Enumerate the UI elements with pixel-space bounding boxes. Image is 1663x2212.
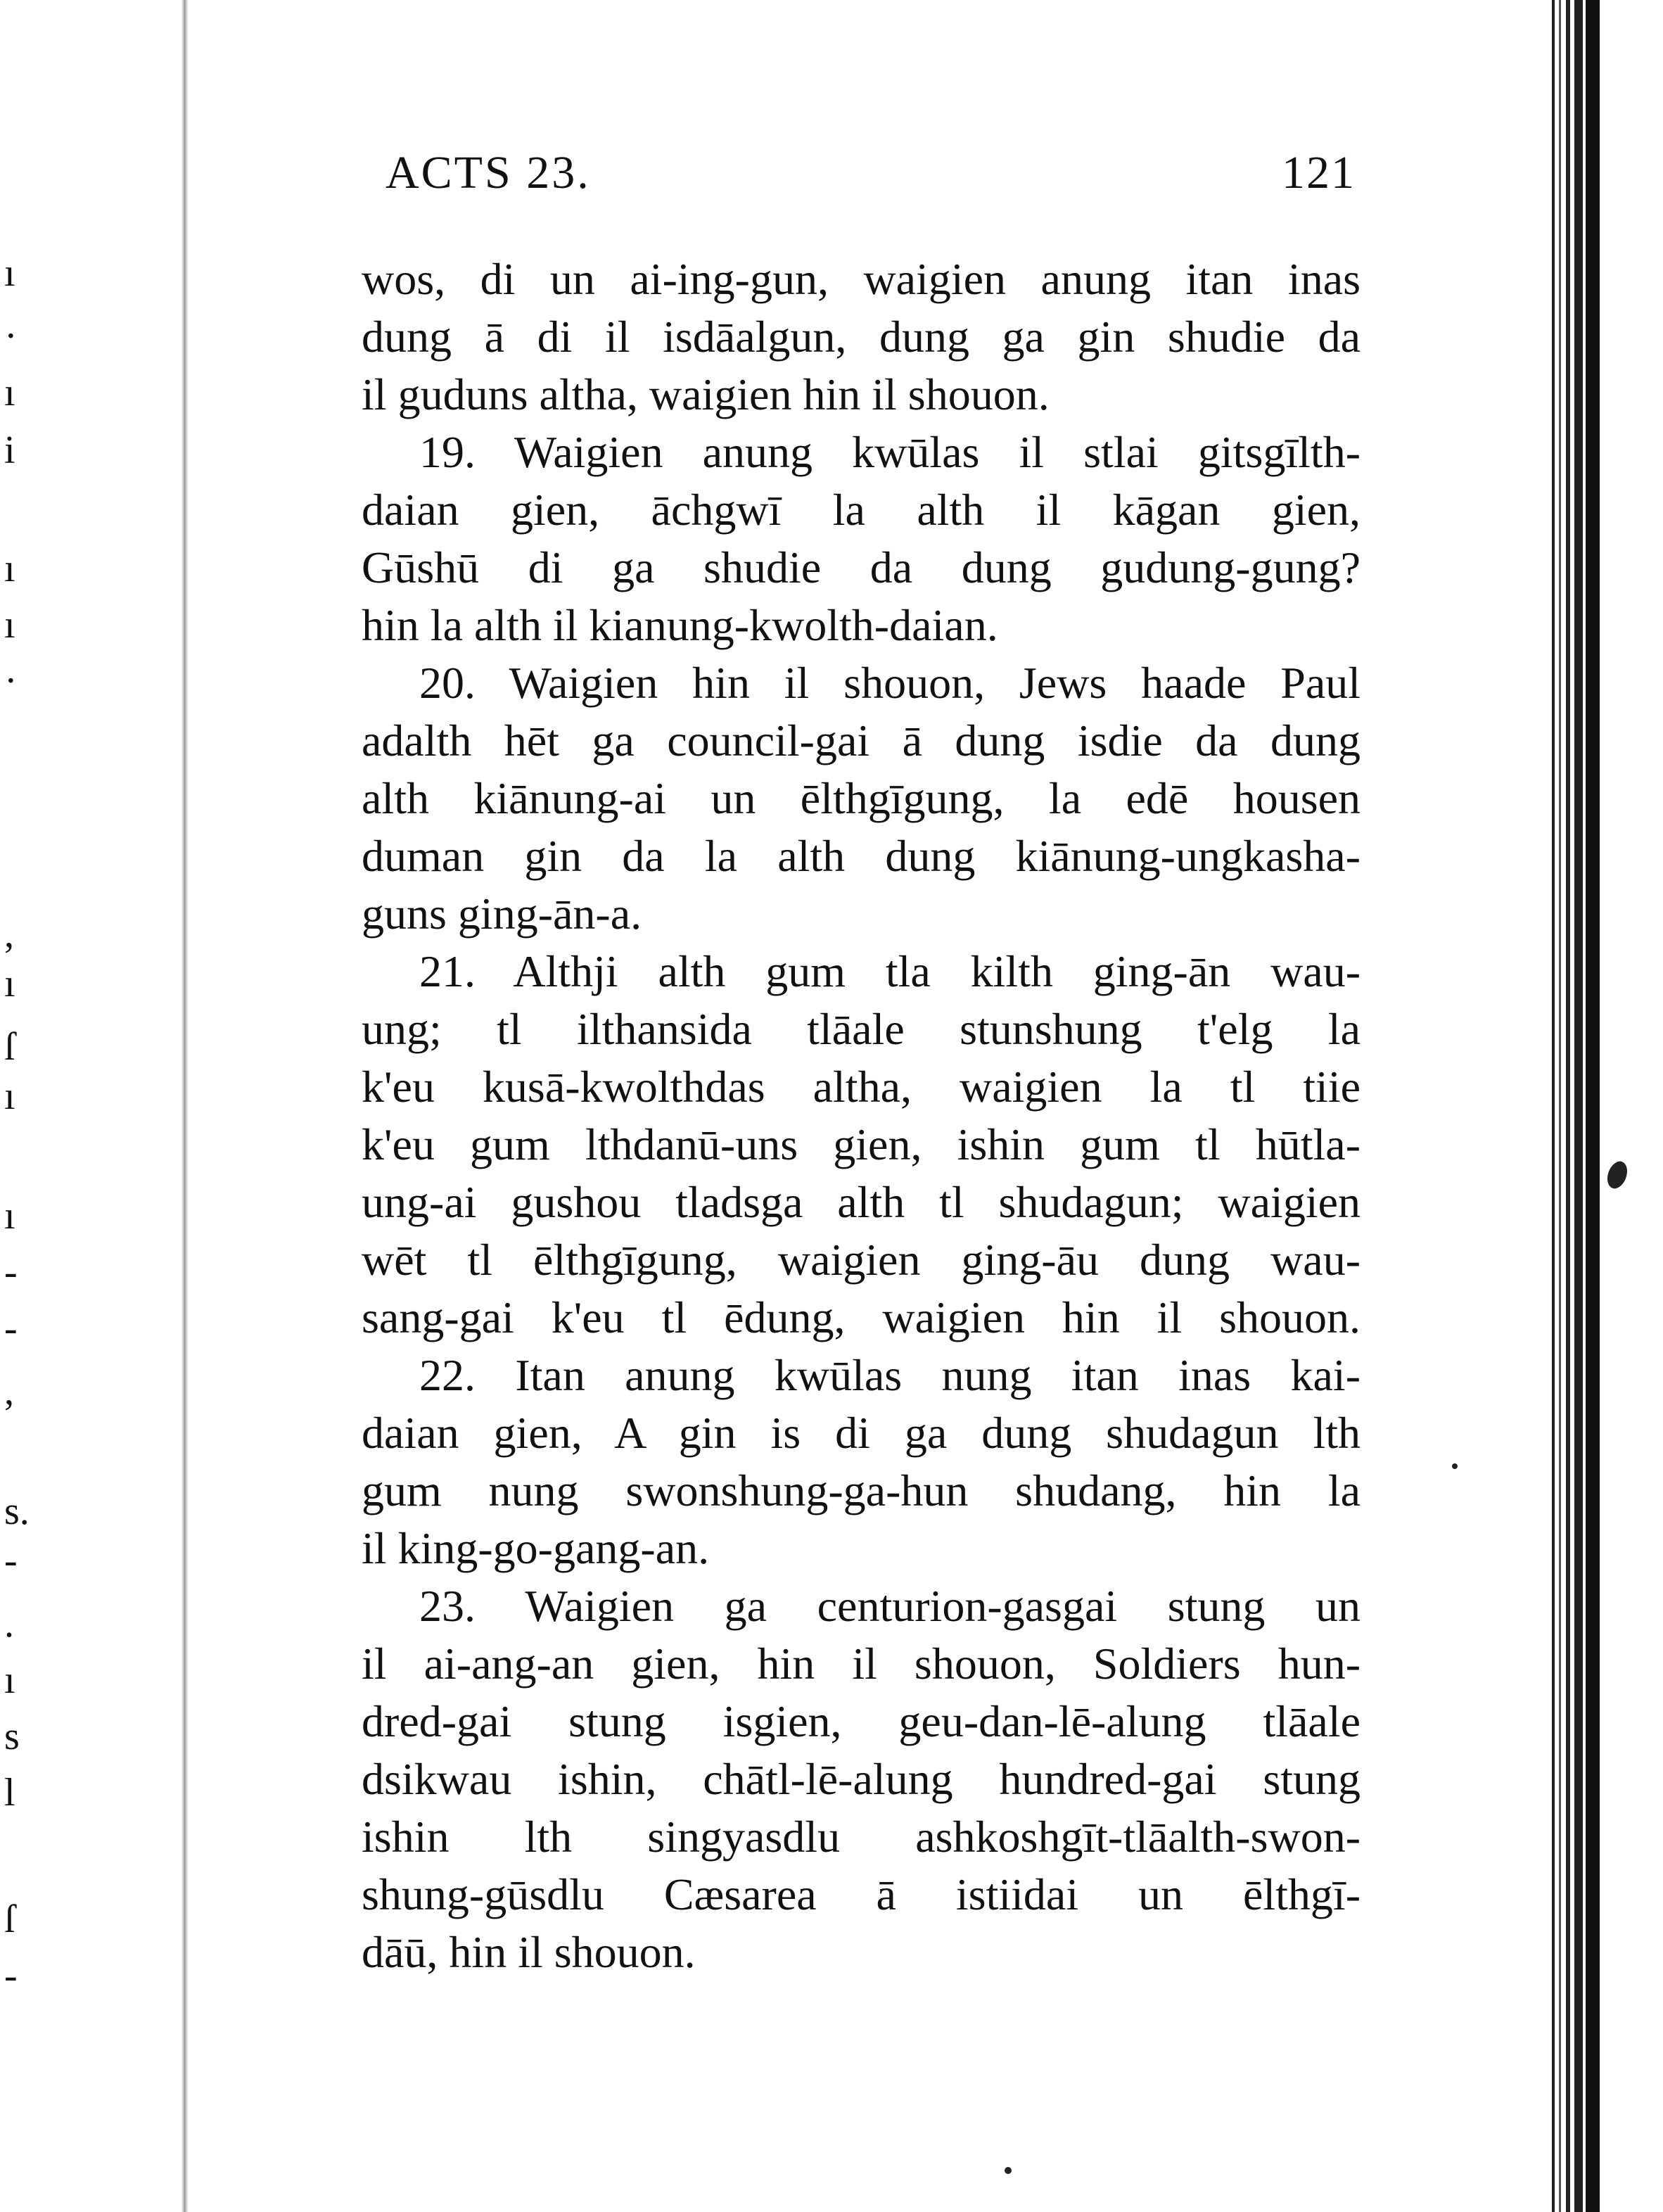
text-line: gum nung swonshung-ga-hun shudang, hin la	[362, 1466, 1361, 1515]
margin-mark: -	[4, 1307, 18, 1350]
text-line: dred-gai stung isgien, geu-dan-lē-alung tlāale	[362, 1696, 1361, 1746]
margin-mark: s.	[4, 1489, 30, 1533]
text-line: k'eu kusā-kwolthdas altha, waigien la tl tiie	[362, 1062, 1361, 1112]
margin-mark: -	[4, 1539, 18, 1582]
text-line: hin la alth il kianung-kwolth-daian.	[362, 600, 998, 650]
ink-speck	[1005, 2167, 1012, 2174]
verse-start-line: 22. Itan anung kwūlas nung itan inas kai-	[419, 1350, 1361, 1400]
margin-mark: ı	[4, 371, 15, 414]
text-line: Gūshū di ga shudie da dung gudung-gung?	[362, 542, 1361, 592]
text-line: dāū, hin il shouon.	[362, 1927, 696, 1977]
text-line: adalth hēt ga council-gai ā dung isdie da dung	[362, 716, 1361, 765]
running-head: ACTS 23.	[386, 147, 591, 198]
text-line: ung-ai gushou tladsga alth tl shudagun; waigien	[362, 1177, 1361, 1227]
verse-start-line: 23. Waigien ga centurion-gasgai stung un	[419, 1581, 1361, 1631]
text-line: il guduns altha, waigien hin il shouon.	[362, 369, 1050, 419]
edge-line	[1552, 0, 1555, 2212]
edge-line	[1566, 0, 1570, 2212]
binding-gutter	[181, 0, 189, 2212]
verse-start-line: 21. Althji alth gum tla kilth ging-ān wau-	[419, 946, 1361, 996]
margin-mark: -	[4, 1250, 18, 1294]
edge-line	[1559, 0, 1561, 2212]
body-text	[362, 250, 1361, 1981]
edge-margin	[1601, 0, 1663, 2212]
text-line: daian gien, A gin is di ga dung shudagun lth	[362, 1408, 1361, 1458]
text-line: k'eu gum lthdanū-uns gien, ishin gum tl hūtla-	[362, 1119, 1361, 1169]
text-line: shung-gūsdlu Cæsarea ā istiidai un ēlthgī-	[362, 1869, 1361, 1919]
margin-mark: ,	[4, 1370, 14, 1413]
margin-mark: ı	[4, 1074, 15, 1118]
margin-mark: i	[4, 428, 15, 472]
text-line: ung; tl ilthansida tlāale stunshung t'elg la	[362, 1004, 1361, 1054]
text-line: wos, di un ai-ing-gun, waigien anung itan inas	[362, 254, 1361, 304]
margin-mark: ı	[4, 1658, 15, 1702]
edge-line	[1574, 0, 1583, 2212]
text-line: wēt tl ēlthgīgung, waigien ging-āu dung wau-	[362, 1235, 1361, 1285]
margin-mark: -	[4, 1954, 18, 1997]
margin-mark: ı	[4, 962, 15, 1005]
text-line: alth kiānung-ai un ēlthgīgung, la edē housen	[362, 773, 1361, 823]
text-line: il king-go-gang-an.	[362, 1523, 710, 1573]
verse-start-line: 20. Waigien hin il shouon, Jews haade Paul	[419, 658, 1361, 708]
text-line: dsikwau ishin, chātl-lē-alung hundred-gai stung	[362, 1754, 1361, 1804]
margin-mark: ı	[4, 603, 15, 647]
facing-page-edge	[0, 0, 42, 2212]
ink-speck	[1452, 1463, 1458, 1469]
margin-mark: ı	[4, 251, 15, 295]
margin-mark: ſ	[4, 1898, 15, 1941]
text-line: guns ging-ān-a.	[362, 889, 642, 939]
margin-mark: ſ	[4, 1025, 15, 1069]
margin-mark: l	[4, 1771, 15, 1814]
edge-line	[1586, 0, 1600, 2212]
margin-mark: .	[4, 1602, 14, 1646]
text-line: il ai-ang-an gien, hin il shouon, Soldiers hun-	[362, 1639, 1361, 1689]
margin-mark: ·	[4, 314, 18, 358]
right-page-edge	[1545, 0, 1663, 2212]
text-line: ishin lth singyasdlu ashkoshgīt-tlāalth-swon-	[362, 1812, 1361, 1862]
margin-mark: s	[4, 1715, 20, 1758]
verse-start-line: 19. Waigien anung kwūlas il stlai gitsgīlth-	[419, 427, 1361, 477]
text-line: daian gien, āchgwī la alth il kāgan gien,	[362, 485, 1361, 535]
text-line: sang-gai k'eu tl ēdung, waigien hin il shouon.	[362, 1292, 1361, 1342]
margin-mark: ı	[4, 547, 15, 590]
page-number: 121	[1282, 147, 1356, 198]
text-line: dung ā di il isdāalgun, dung ga gin shudie da	[362, 312, 1361, 362]
margin-mark: ı	[4, 1194, 15, 1238]
text-line: duman gin da la alth dung kiānung-ungkasha-	[362, 831, 1361, 881]
margin-mark: ,	[4, 913, 14, 956]
margin-mark: ·	[4, 659, 18, 703]
